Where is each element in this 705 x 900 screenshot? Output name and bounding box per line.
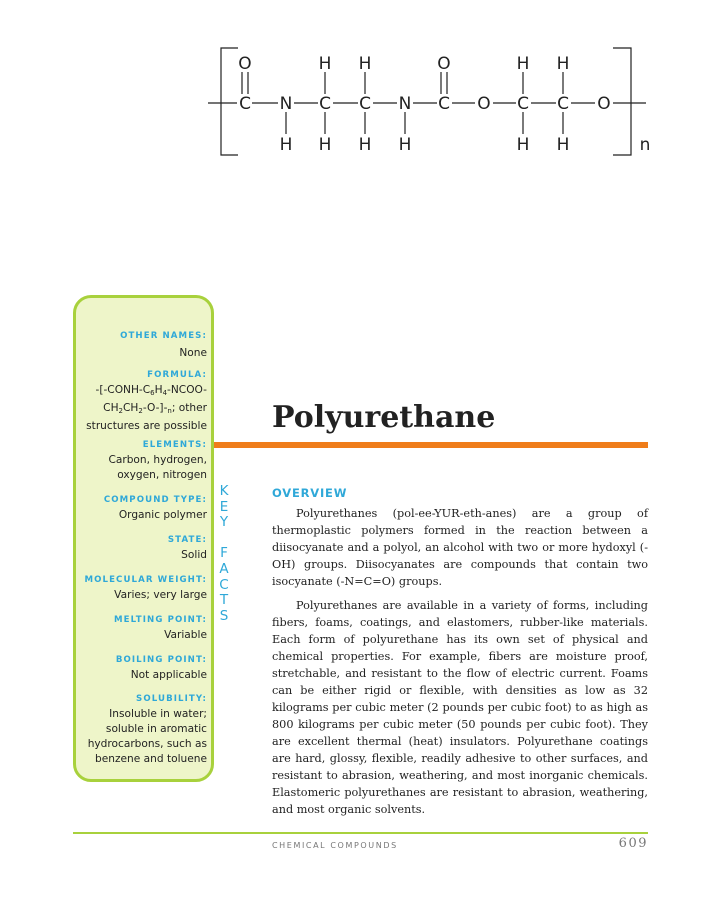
atom-c: C [438, 94, 450, 114]
kf-value: Organic polymer [118, 509, 207, 521]
kf-state [73, 534, 207, 563]
kf-value: soluble in aromatic [105, 723, 207, 735]
kf-value [73, 383, 207, 401]
atom-c: C [517, 94, 529, 114]
key-facts-vertical-label [216, 484, 232, 624]
atom-o: O [477, 94, 491, 114]
left-bracket [221, 48, 238, 155]
atom-o: O [597, 94, 611, 114]
kf-value: benzene and toluene [95, 753, 207, 765]
atom-n: N [398, 94, 412, 114]
footer-rule [73, 832, 648, 834]
atom-h: H [318, 54, 332, 74]
formula-subscript: 4 [162, 389, 168, 397]
polyurethane-structural-formula [0, 0, 705, 170]
kf-formula [73, 369, 207, 434]
kf-solubility [73, 693, 207, 767]
atom-h: H [516, 54, 530, 74]
formula-part: CH [123, 402, 139, 414]
atom-o: O [238, 54, 252, 74]
kf-heading: FORMULA: [147, 370, 207, 380]
kf-value: None [179, 347, 207, 359]
article-body [272, 505, 648, 825]
kf-heading: MOLECULAR WEIGHT: [84, 575, 207, 585]
kf-heading: BOILING POINT: [115, 655, 207, 665]
kf-heading: STATE: [167, 535, 207, 545]
formula-part: -[-CONH-C [95, 384, 151, 396]
kf-elements [73, 439, 207, 483]
formula-part: H [154, 384, 163, 396]
formula-part: -O-]- [142, 402, 168, 414]
kf-value: Variable [164, 629, 207, 641]
kf-other-names [73, 330, 207, 361]
paragraph: Polyurethanes (pol-ee-YUR-eth-anes) are a group of thermoplastic polymers formed in the reaction between a diisocyanate and a polyol, an alcohol with two or more hydoxyl (-OH) groups. Diisocyanates are compounds that contain two isocyanate (-N=C=O) groups. [272, 507, 648, 588]
formula-subscript: 6 [150, 389, 155, 397]
formula-part: ; other [171, 402, 207, 414]
atom-h: H [358, 54, 372, 74]
page-title: Polyurethane [272, 400, 496, 435]
kf-heading: ELEMENTS: [142, 440, 207, 450]
paragraph: Polyurethanes are available in a variety of forms, including fibers, foams, coatings, and elastomers, rubber-like materials. Each form of polyurethane has its own set of physical and chemical properties. For example, fibers are moisture proof, stretchable, and resistant to the flow of electric current. Foams can be either rigid or flexible, with densities as low as 32 kilograms per cubic meter (2 pounds per cubic foot) to as high as 800 kilograms per cubic meter (50 pounds per cubic foot). They are excellent thermal (heat) insulators. Polyurethane coatings are hard, glossy, flexible, readily adhesive to other surfaces, and resistant to abrasion, weathering, and most inorganic chemicals. Elastomeric polyurethanes are resistant to abrasion, weathering, and most organic solvents. [272, 599, 648, 816]
atom-h: H [279, 135, 293, 155]
atom-h: H [358, 135, 372, 155]
kf-value [73, 401, 207, 419]
kf-melting-point [73, 614, 207, 643]
kf-compound-type [73, 494, 207, 523]
kf-molecular-weight [73, 574, 207, 603]
footer-section-label: CHEMICAL COMPOUNDS [272, 841, 398, 850]
atom-o: O [437, 54, 451, 74]
kf-value: oxygen, nitrogen [117, 469, 207, 481]
formula-subscript: n [167, 407, 172, 415]
kf-value: Varies; very large [114, 589, 207, 601]
kf-value: Solid [181, 549, 207, 561]
vertical-letter: E [219, 498, 229, 515]
atom-c: C [557, 94, 569, 114]
atom-n: N [279, 94, 293, 114]
atom-h: H [556, 135, 570, 155]
kf-heading: SOLUBILITY: [136, 694, 207, 704]
atom-c: C [359, 94, 371, 114]
formula-part: -NCOO- [167, 384, 207, 396]
kf-heading: COMPOUND TYPE: [103, 495, 207, 505]
atom-h: H [398, 135, 412, 155]
vertical-letter: T [219, 592, 229, 609]
kf-boiling-point [73, 654, 207, 683]
formula-part: CH [103, 402, 119, 414]
atom-h: H [556, 54, 570, 74]
atom-h: H [318, 135, 332, 155]
atom-h: H [516, 135, 530, 155]
formula-subscript: 2 [138, 407, 143, 415]
vertical-letter: S [219, 607, 229, 624]
kf-value: Carbon, hydrogen, [108, 454, 207, 466]
atom-c: C [239, 94, 251, 114]
section-heading: OVERVIEW [272, 486, 348, 500]
vertical-letter: A [219, 560, 229, 577]
kf-value: hydrocarbons, such as [87, 738, 207, 750]
vertical-letter: K [219, 483, 229, 499]
repeat-subscript: n [639, 135, 651, 155]
kf-value: Not applicable [130, 669, 207, 681]
formula-subscript: 2 [118, 407, 124, 415]
title-rule [214, 442, 648, 448]
kf-heading: MELTING POINT: [114, 615, 207, 625]
page-number: 609 [618, 836, 648, 851]
vertical-letter: C [219, 576, 229, 593]
vertical-letter [216, 531, 232, 547]
vertical-letter: F [220, 545, 228, 562]
kf-value: Insoluble in water; [109, 708, 207, 720]
kf-value: structures are possible [86, 420, 207, 432]
kf-heading: OTHER NAMES: [120, 331, 207, 341]
right-bracket [613, 48, 631, 155]
atom-c: C [319, 94, 331, 114]
vertical-letter: Y [219, 514, 229, 531]
